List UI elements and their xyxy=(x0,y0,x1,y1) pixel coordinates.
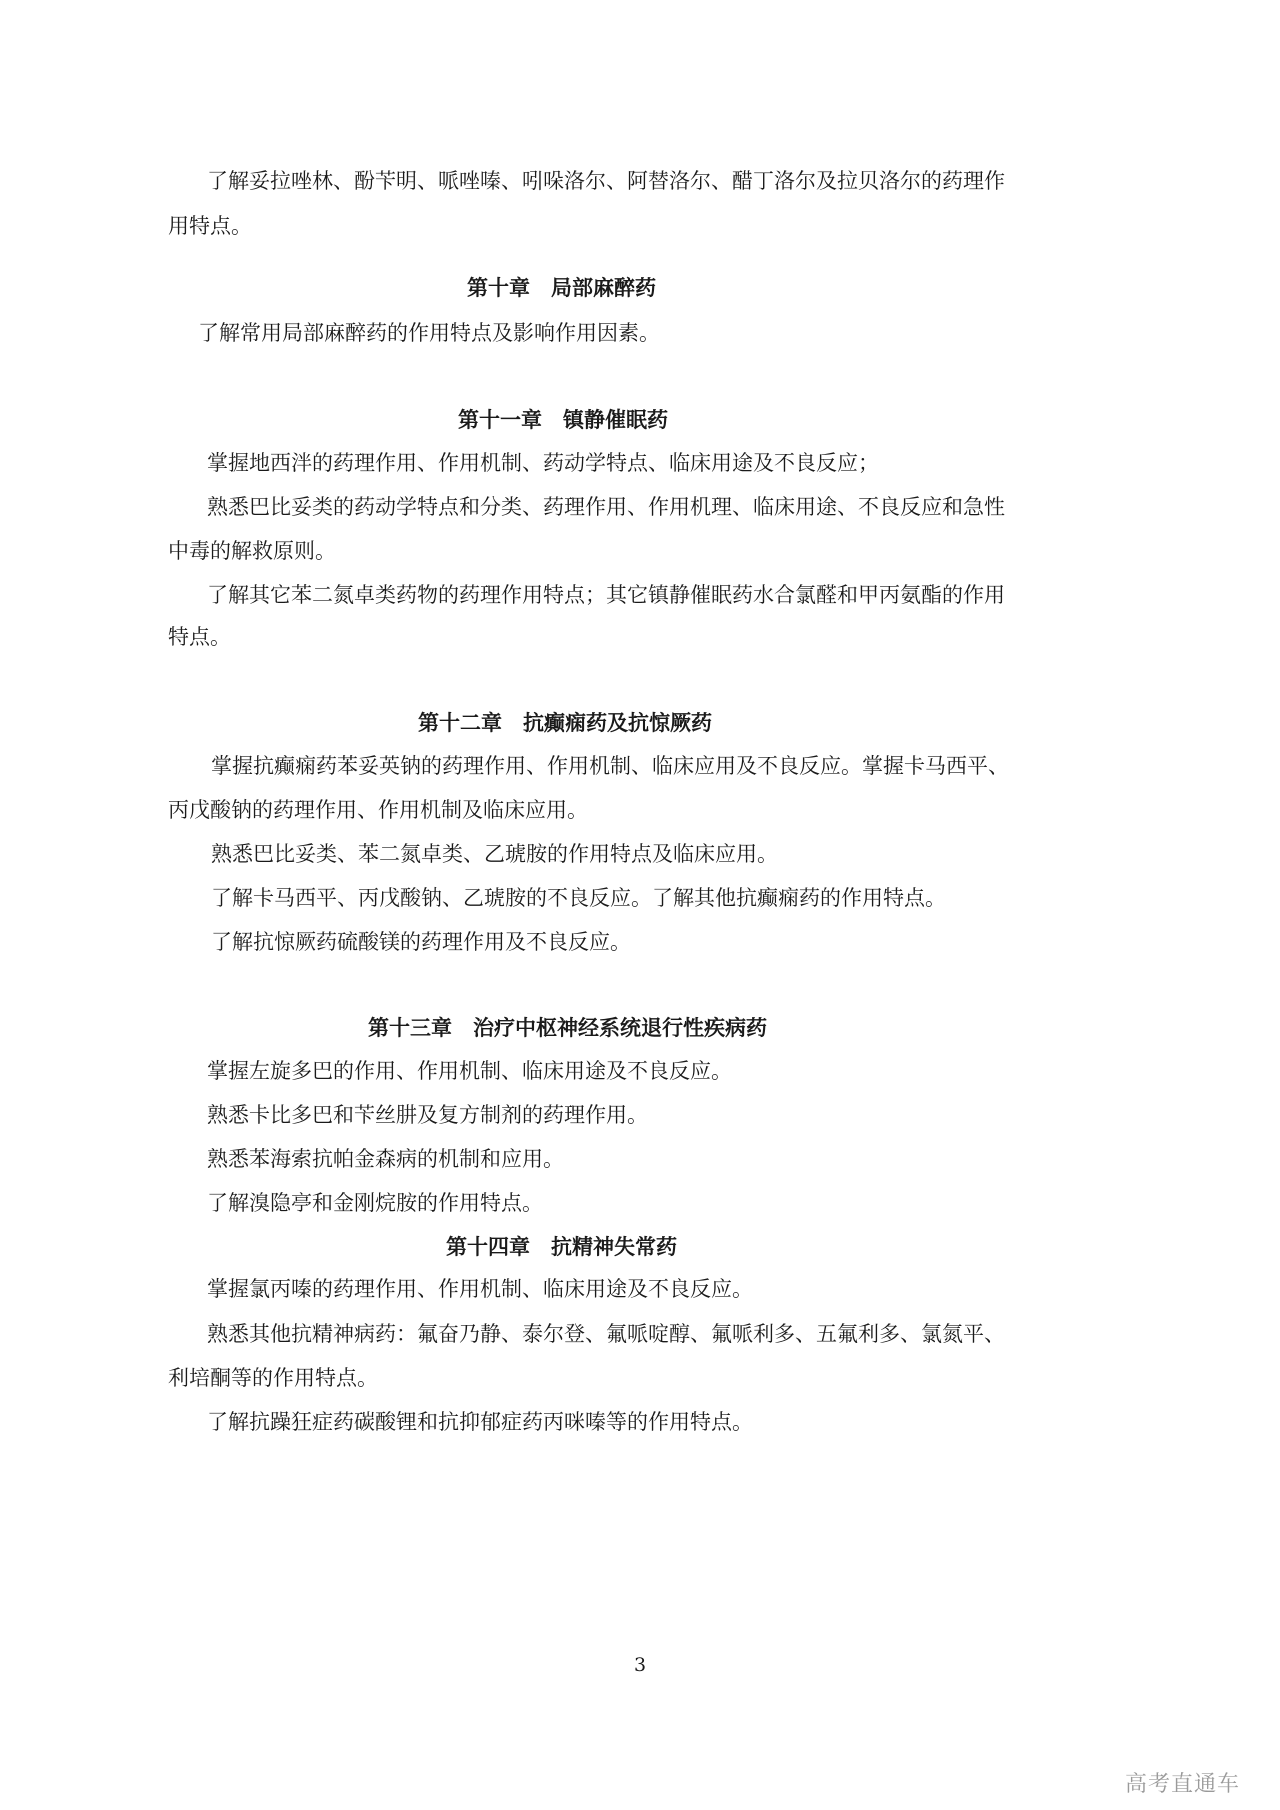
ch13-paragraph-2: 熟悉卡比多巴和苄丝肼及复方制剂的药理作用。 xyxy=(207,1103,648,1127)
ch13-paragraph-1: 掌握左旋多巴的作用、作用机制、临床用途及不良反应。 xyxy=(207,1059,732,1083)
ch12-paragraph-2: 熟悉巴比妥类、苯二氮卓类、乙琥胺的作用特点及临床应用。 xyxy=(211,842,778,866)
ch12-paragraph-4: 了解抗惊厥药硫酸镁的药理作用及不良反应。 xyxy=(211,930,631,954)
ch12-paragraph-1-line-2: 丙戊酸钠的药理作用、作用机制及临床应用。 xyxy=(168,798,588,822)
chapter-13-title: 第十三章 治疗中枢神经系统退行性疾病药 xyxy=(368,1015,767,1040)
ch11-paragraph-2-line-1: 熟悉巴比妥类的药动学特点和分类、药理作用、作用机理、临床用途、不良反应和急性 xyxy=(207,495,1005,519)
ch11-paragraph-2-line-2: 中毒的解救原则。 xyxy=(168,539,336,563)
ch13-paragraph-3: 熟悉苯海索抗帕金森病的机制和应用。 xyxy=(207,1147,564,1171)
ch14-paragraph-2-line-2: 利培酮等的作用特点。 xyxy=(168,1366,378,1390)
ch12-paragraph-1-line-1: 掌握抗癫痫药苯妥英钠的药理作用、作用机制、临床应用及不良反应。掌握卡马西平、 xyxy=(211,754,1009,778)
intro-line-1: 了解妥拉唑林、酚苄明、哌唑嗪、吲哚洛尔、阿替洛尔、醋丁洛尔及拉贝洛尔的药理作 xyxy=(207,169,1005,193)
watermark-text: 高考直通车 xyxy=(1124,1772,1240,1797)
page-number: 3 xyxy=(633,1654,647,1676)
ch14-paragraph-2-line-1: 熟悉其他抗精神病药：氟奋乃静、泰尔登、氟哌啶醇、氟哌利多、五氟利多、氯氮平、 xyxy=(207,1322,1005,1346)
ch14-paragraph-3: 了解抗躁狂症药碳酸锂和抗抑郁症药丙咪嗪等的作用特点。 xyxy=(207,1410,753,1434)
chapter-11-title: 第十一章 镇静催眠药 xyxy=(458,407,668,432)
ch11-paragraph-3-line-2: 特点。 xyxy=(168,625,231,649)
ch11-paragraph-3-line-1: 了解其它苯二氮卓类药物的药理作用特点；其它镇静催眠药水合氯醛和甲丙氨酯的作用 xyxy=(207,583,1005,607)
chapter-14-title: 第十四章 抗精神失常药 xyxy=(446,1234,677,1259)
ch13-paragraph-4: 了解溴隐亭和金刚烷胺的作用特点。 xyxy=(207,1191,543,1215)
ch14-paragraph-1: 掌握氯丙嗪的药理作用、作用机制、临床用途及不良反应。 xyxy=(207,1277,753,1301)
ch11-paragraph-1: 掌握地西泮的药理作用、作用机制、药动学特点、临床用途及不良反应； xyxy=(207,451,879,475)
intro-line-2: 用特点。 xyxy=(168,214,252,238)
ch10-paragraph-1: 了解常用局部麻醉药的作用特点及影响作用因素。 xyxy=(198,321,660,345)
chapter-10-title: 第十章 局部麻醉药 xyxy=(467,275,656,300)
ch12-paragraph-3: 了解卡马西平、丙戊酸钠、乙琥胺的不良反应。了解其他抗癫痫药的作用特点。 xyxy=(211,886,946,910)
chapter-12-title: 第十二章 抗癫痫药及抗惊厥药 xyxy=(418,710,712,735)
